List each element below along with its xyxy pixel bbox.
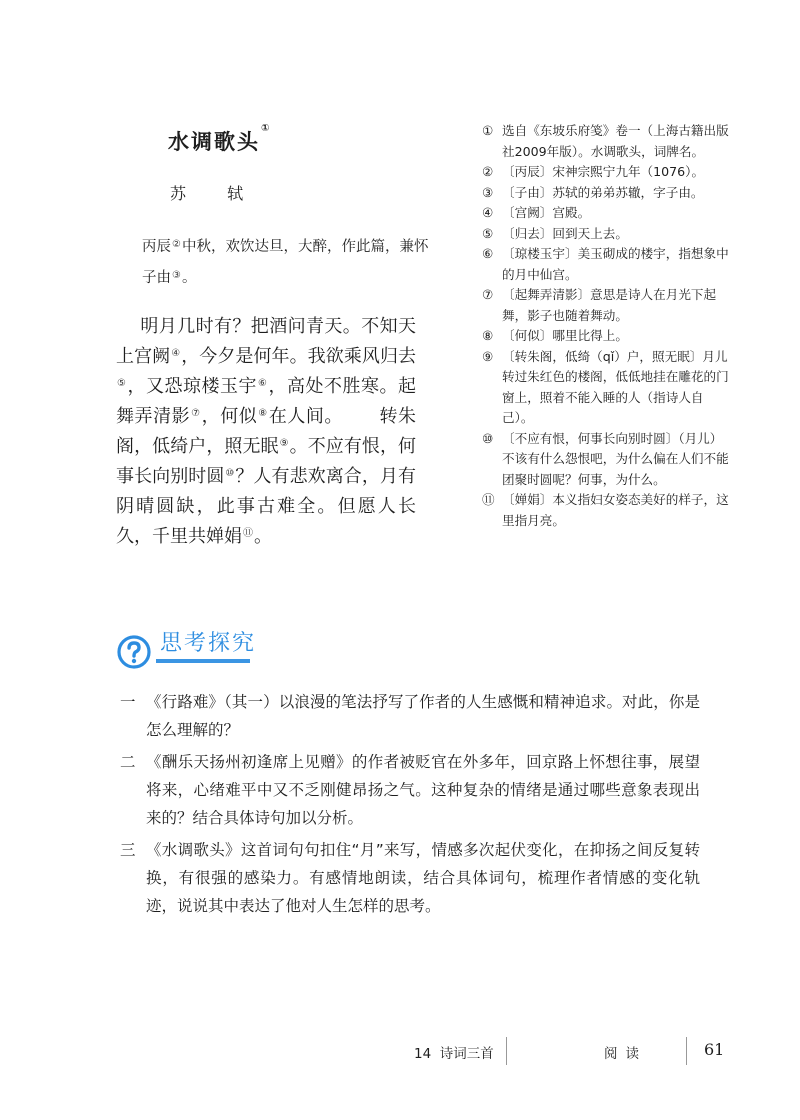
footnote-item xyxy=(482,326,730,347)
footnote-text: 〔归去〕回到天上去。 xyxy=(502,225,628,241)
footer-divider xyxy=(686,1037,687,1065)
stanza-gap xyxy=(343,406,379,427)
text-run: 转朱阁，低绮户，照无眠 xyxy=(116,406,417,457)
text-run: ，今夕是何年。我欲乘风归去 xyxy=(181,346,417,367)
footnote-item xyxy=(482,490,730,531)
question-text: 《酬乐天扬州初逢席上见赠》的作者被贬官在外多年，回京路上怀想往事，展望将来，心绪难平中又不乏刚健昂扬之气。这种复杂的情绪是通过哪些意象表现出来的？结合具体诗句加以分析。 xyxy=(146,753,700,827)
question-text: 《行路难》（其一）以浪漫的笔法抒写了作者的人生感慨和精神追求。对此，你是怎么理解的？ xyxy=(146,693,700,739)
footer-divider xyxy=(506,1037,507,1065)
footnote-number: ② xyxy=(482,164,494,179)
footnote-text: 〔转朱阁，低绮（qǐ）户，照无眠〕月儿转过朱红色的楼阁，低低地挂在雕花的门窗上，照着不能入睡的人（指诗人自己）。 xyxy=(502,348,729,425)
question-item xyxy=(120,688,700,744)
question-item xyxy=(120,836,700,920)
text-run: 。 xyxy=(254,526,272,547)
footnote-number: ⑩ xyxy=(482,430,494,446)
text-run: 。不应有恨，何事长向别时圆 xyxy=(116,436,417,487)
poem-body xyxy=(116,312,416,552)
footnote-item xyxy=(482,429,730,491)
footnote-text: 〔婵娟〕本义指妇女姿态美好的样子，这里指月亮。 xyxy=(502,492,729,528)
footnote-text: 〔何似〕哪里比得上。 xyxy=(502,328,628,343)
footnote-item xyxy=(482,244,730,285)
footnote-number: ⑤ xyxy=(482,225,494,241)
questions-list xyxy=(120,688,700,924)
question-icon xyxy=(117,635,151,669)
footnote-item xyxy=(482,121,730,162)
text-run: ，高处不胜寒。起舞弄清影 xyxy=(116,376,416,427)
footnote-marker: ④ xyxy=(171,348,181,359)
poem-title: 水调歌头① xyxy=(168,123,272,154)
footnote-item xyxy=(482,224,730,245)
section-title: 思考探究 xyxy=(160,631,257,656)
text-run: 丙辰 xyxy=(142,239,171,255)
footnote-marker: ② xyxy=(172,239,181,250)
footnote-number: ⑨ xyxy=(482,348,494,364)
footnote-text: 〔不应有恨，何事长向别时圆〕（月儿）不该有什么怨恨吧，为什么偏在人们不能团聚时圆呢？何事，为什么。 xyxy=(502,430,729,487)
section-underline xyxy=(156,659,250,663)
text-run: ，又恐琼楼玉宇 xyxy=(127,376,257,397)
footnote-number: ⑪ xyxy=(482,492,495,507)
footnote-number: ③ xyxy=(482,184,494,200)
footnote-number: ④ xyxy=(482,205,494,220)
text-run: 。 xyxy=(181,270,197,286)
footnote-text: 〔丙辰〕宋神宗熙宁九年（1076）。 xyxy=(502,164,705,179)
question-number: 二 xyxy=(120,753,136,771)
poem-author: 苏 轼 xyxy=(170,184,262,203)
text-run: 中秋，欢饮达旦，大醉，作此篇，兼怀子由 xyxy=(142,239,429,286)
footnote-marker: ⑨ xyxy=(279,438,289,449)
footnote-number: ⑧ xyxy=(482,328,494,343)
footnote-marker: ⑧ xyxy=(258,408,268,419)
text-run: ，何似 xyxy=(201,406,258,427)
footnote-marker: ⑦ xyxy=(191,408,201,419)
footnote-item xyxy=(482,183,730,204)
footnote-text: 选自《东坡乐府笺》卷一（上海古籍出版社2009年版）。水调歌头，词牌名。 xyxy=(502,123,729,159)
footnote-text: 〔子由〕苏轼的弟弟苏辙，字子由。 xyxy=(502,184,704,200)
question-text: 《水调歌头》这首词句句扣住“月”来写，情感多次起伏变化，在抑扬之间反复转换，有很强的感染力。有感情地朗读，结合具体词句，梳理作者情感的变化轨迹，说说其中表达了他对人生怎样的思考。 xyxy=(146,841,700,915)
footnotes xyxy=(482,121,730,531)
poem-preface xyxy=(142,232,442,294)
footnote-text: 〔宫阙〕宫殿。 xyxy=(502,205,591,220)
text-run: 明月几时有？把酒问青天。不知天上宫阙 xyxy=(116,316,416,367)
footnote-item xyxy=(482,347,730,429)
footnote-number: ⑦ xyxy=(482,287,494,302)
question-number: 一 xyxy=(120,693,136,711)
footnote-text: 〔起舞弄清影〕意思是诗人在月光下起舞，影子也随着舞动。 xyxy=(502,287,717,323)
footnote-number: ⑥ xyxy=(482,246,494,261)
page-number: 61 xyxy=(704,1040,725,1059)
question-number: 三 xyxy=(120,841,136,859)
footnote-item xyxy=(482,285,730,326)
footnote-number: ① xyxy=(482,123,494,138)
question-item xyxy=(120,748,700,832)
text-run: 在人间。 xyxy=(268,406,343,427)
footnote-marker: ⑥ xyxy=(258,378,268,389)
footnote-marker: ① xyxy=(261,123,272,134)
footnote-item xyxy=(482,162,730,183)
footer-section: 阅读 xyxy=(604,1046,647,1062)
footer-chapter: 14 诗词三首 xyxy=(414,1046,494,1062)
footnote-item xyxy=(482,203,730,224)
footnote-marker: ③ xyxy=(172,270,181,281)
text-run: ？人有悲欢离合，月有阴晴圆缺，此事古难全。但愿人长久，千里共婵娟 xyxy=(116,466,417,547)
footnote-marker: ⑤ xyxy=(117,378,127,389)
footnote-marker: ⑪ xyxy=(243,528,253,539)
footnote-marker: ⑩ xyxy=(225,468,235,479)
footnote-text: 〔琼楼玉宇〕美玉砌成的楼宇，指想象中的月中仙宫。 xyxy=(502,246,729,282)
